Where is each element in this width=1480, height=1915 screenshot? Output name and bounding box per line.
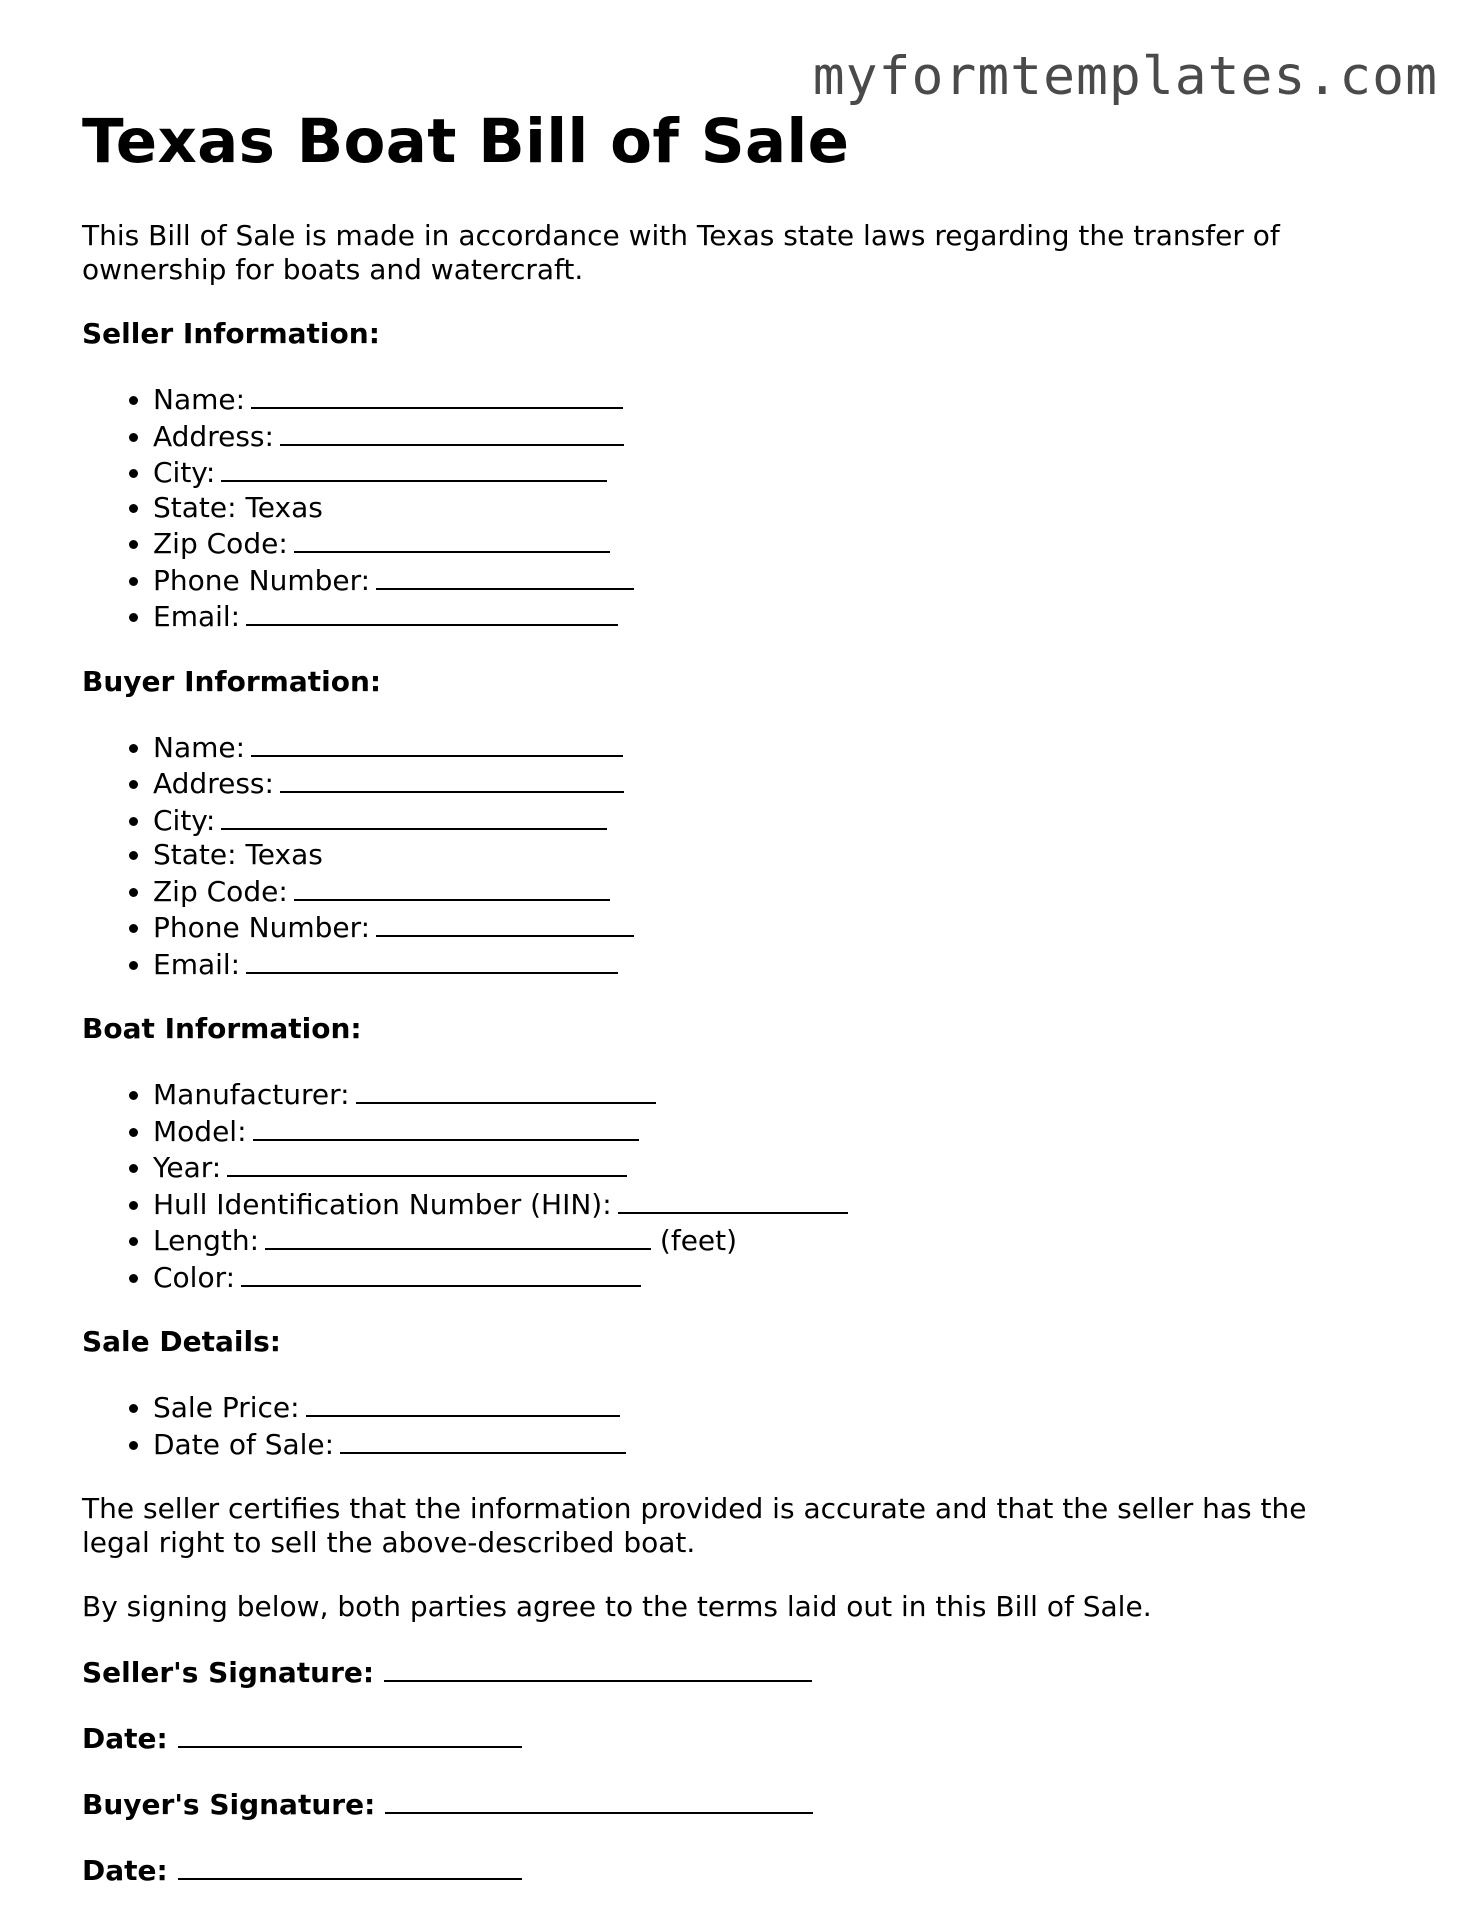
seller-city-field[interactable] [221,454,607,482]
buyer-phone-field[interactable] [376,909,634,937]
intro-paragraph: This Bill of Sale is made in accordance with Texas state laws regarding the transfer of ownership for boats and watercraft. [82,219,1280,287]
seller-state-label: State: Texas [153,490,323,524]
buyer-list [82,729,1402,983]
sale-heading: Sale Details: [82,1325,281,1359]
buyer-city-label: City: [153,803,216,837]
boat-manufacturer-field[interactable] [356,1076,656,1104]
buyer-date-line [82,1852,1402,1888]
list-item [153,418,1402,455]
watermark: myformtemplates.com [812,46,1438,107]
sale-price-label: Sale Price: [153,1391,300,1425]
list-item [153,491,1402,526]
list-item [153,909,1402,946]
buyer-phone-label: Phone Number: [153,911,371,945]
buyer-state-label: State: Texas [153,838,323,872]
seller-zip-label: Zip Code: [153,527,288,561]
buyer-signature-field[interactable] [385,1786,813,1814]
buyer-zip-label: Zip Code: [153,874,288,908]
list-item [153,1149,1402,1186]
seller-city-label: City: [153,456,216,490]
seller-email-label: Email: [153,600,241,634]
buyer-name-field[interactable] [251,729,623,757]
seller-address-field[interactable] [280,418,624,446]
list-item [153,562,1402,599]
sale-list [82,1389,1402,1462]
buyer-address-label: Address: [153,767,274,801]
list-item [153,1113,1402,1150]
boat-heading: Boat Information: [82,1012,362,1046]
seller-zip-field[interactable] [294,525,610,553]
seller-phone-field[interactable] [376,562,634,590]
seller-date-field[interactable] [178,1720,522,1748]
seller-email-field[interactable] [246,598,618,626]
boat-year-field[interactable] [227,1149,627,1177]
boat-manufacturer-label: Manufacturer: [153,1078,350,1112]
boat-length-field[interactable] [265,1222,651,1250]
seller-signature-line [82,1654,1402,1690]
list-item [153,1389,1402,1426]
sale-date-field[interactable] [340,1426,626,1454]
buyer-date-label: Date: [82,1854,168,1888]
certification-paragraph: The seller certifies that the information provided is accurate and that the seller has the legal right to sell the above-described boat. [82,1492,1307,1560]
seller-signature-label: Seller's Signature: [82,1656,375,1690]
boat-color-label: Color: [153,1260,236,1294]
list-item [153,1076,1402,1113]
buyer-zip-field[interactable] [294,873,610,901]
boat-length-label: Length: [153,1224,260,1258]
seller-list [82,381,1402,635]
buyer-date-field[interactable] [178,1852,522,1880]
list-item [153,946,1402,983]
seller-phone-label: Phone Number: [153,563,371,597]
buyer-heading: Buyer Information: [82,664,382,698]
seller-address-label: Address: [153,419,274,453]
list-item [153,729,1402,766]
list-item [153,1186,1402,1223]
list-item [153,381,1402,418]
seller-name-label: Name: [153,383,246,417]
seller-date-line [82,1720,1402,1756]
boat-hin-label: Hull Identification Number (HIN): [153,1187,612,1221]
seller-name-field[interactable] [251,381,623,409]
sale-date-label: Date of Sale: [153,1427,335,1461]
buyer-signature-label: Buyer's Signature: [82,1788,376,1822]
seller-heading: Seller Information: [82,317,380,351]
boat-color-field[interactable] [241,1259,641,1287]
list-item [153,802,1402,839]
page-title: Texas Boat Bill of Sale [82,106,850,177]
buyer-address-field[interactable] [280,765,624,793]
list-item [153,454,1402,491]
boat-model-field[interactable] [253,1113,639,1141]
list-item [153,873,1402,910]
sale-price-field[interactable] [306,1389,620,1417]
seller-date-label: Date: [82,1722,168,1756]
list-item [153,598,1402,635]
list-item [153,1259,1402,1296]
list-item [153,525,1402,562]
boat-model-label: Model: [153,1114,247,1148]
buyer-name-label: Name: [153,730,246,764]
agreement-paragraph: By signing below, both parties agree to the terms laid out in this Bill of Sale. [82,1590,1152,1624]
list-item [153,838,1402,873]
buyer-email-field[interactable] [246,946,618,974]
boat-hin-field[interactable] [618,1186,848,1214]
boat-year-label: Year: [153,1151,222,1185]
list-item [153,765,1402,802]
buyer-signature-line [82,1786,1402,1822]
list-item [153,1426,1402,1463]
buyer-email-label: Email: [153,947,241,981]
seller-signature-field[interactable] [384,1654,812,1682]
buyer-city-field[interactable] [221,802,607,830]
boat-list [82,1076,1402,1295]
document-page [82,108,1402,1888]
list-item [153,1222,1402,1259]
boat-length-unit: (feet) [659,1224,738,1258]
